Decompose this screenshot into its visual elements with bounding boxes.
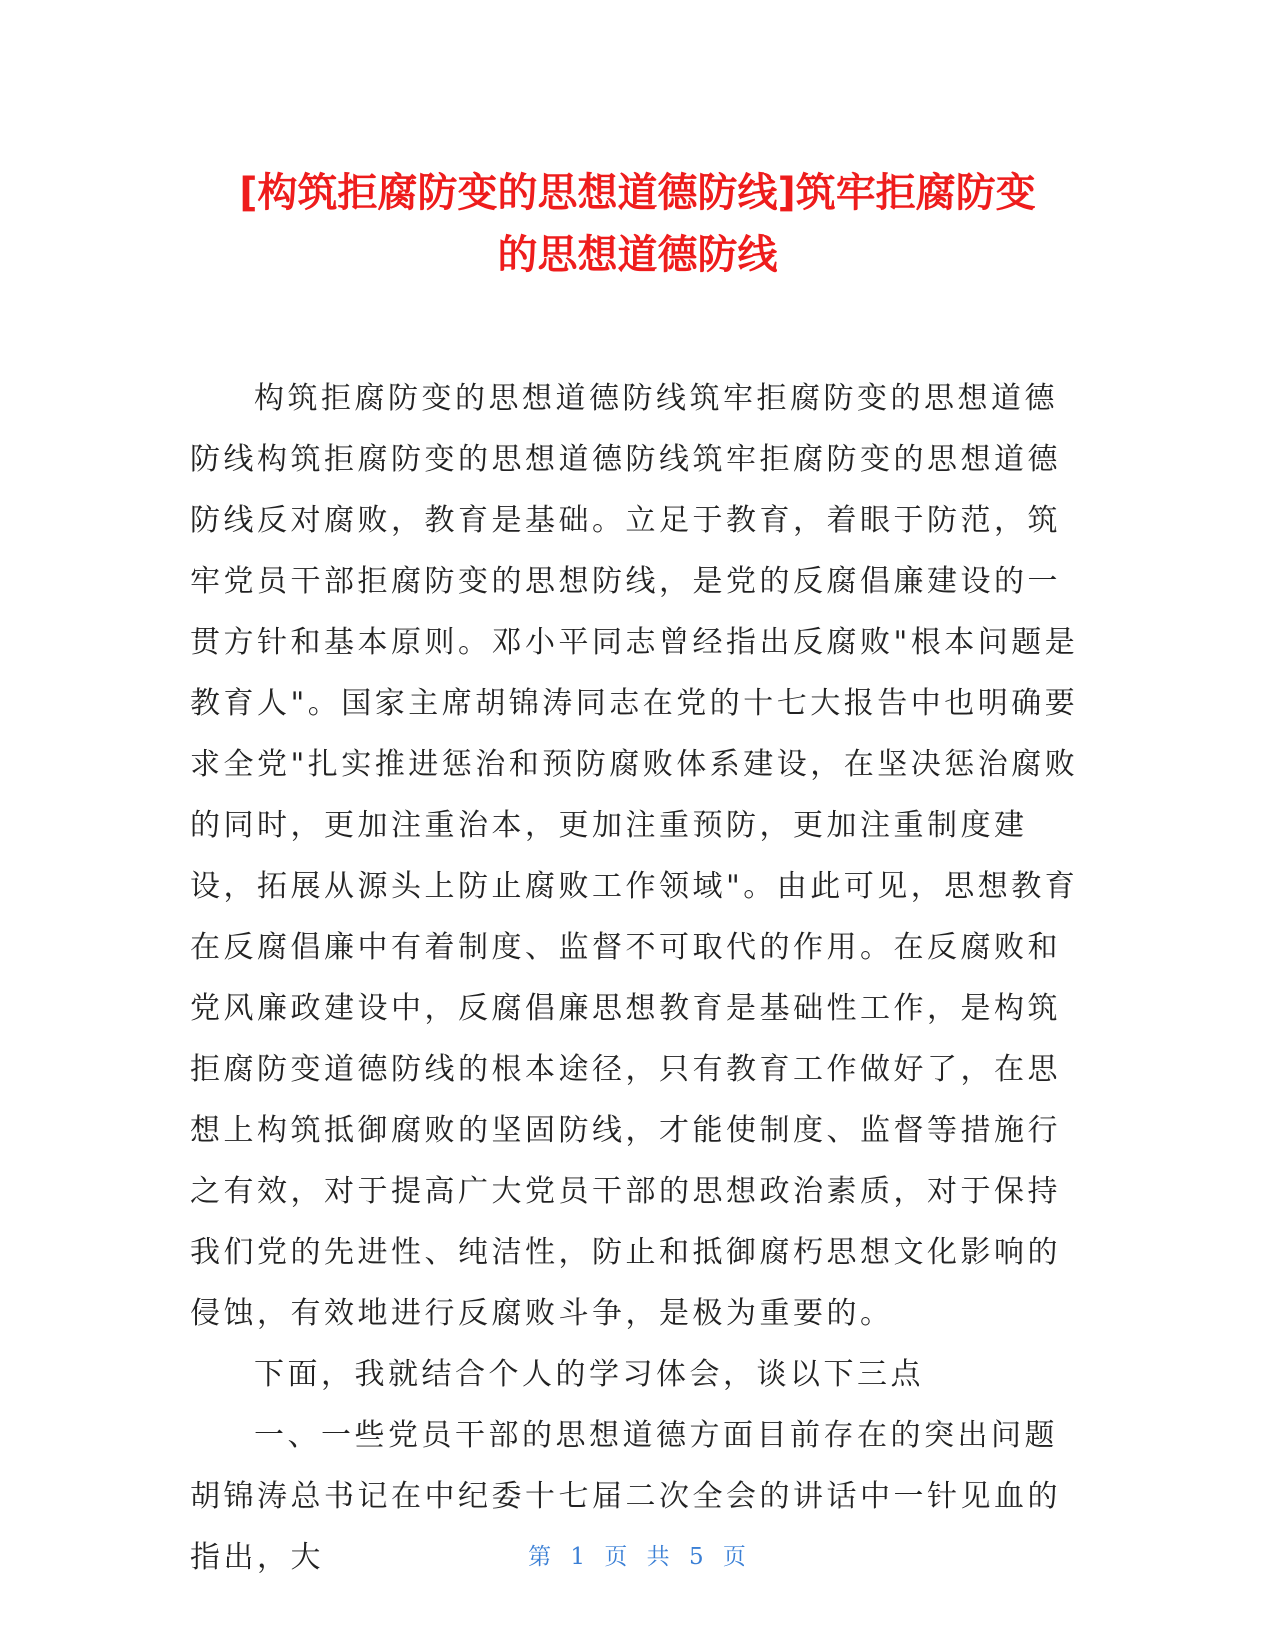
footer-label-end: 页 (722, 1544, 747, 1570)
body-paragraph: 构筑拒腐防变的思想道德防线筑牢拒腐防变的思想道德防线构筑拒腐防变的思想道德防线筑牢拒腐防变的思想道德防线反对腐败，教育是基础。立足于教育，着眼于防范，筑牢党员干部拒腐防变的思想防线，是党的反腐倡廉建设的一贯方针和基本原则。邓小平同志曾经指出反腐败"根本问题是教育人"。国家主席胡锦涛同志在党的十七大报告中也明确要求全党"扎实推进惩治和预防腐败体系建设，在坚决惩治腐败的同时，更加注重治本，更加注重预防，更加注重制度建设，拓展从源头上防止腐败工作领域"。由此可见，思想教育在反腐倡廉中有着制度、监督不可取代的作用。在反腐败和党风廉政建设中，反腐倡廉思想教育是基础性工作，是构筑拒腐防变道德防线的根本途径，只有教育工作做好了，在思想上构筑抵御腐败的坚固防线，才能使制度、监督等措施行之有效，对于提高广大党员干部的思想政治素质，对于保持我们党的先进性、纯洁性，防止和抵御腐朽思想文化影响的侵蚀，有效地进行反腐败斗争，是极为重要的。 (190, 381, 1079, 1331)
footer-page-current: 1 (570, 1544, 587, 1570)
footer-label-page: 第 (528, 1544, 553, 1570)
title-line-1: [构筑拒腐防变的思想道德防线]筑牢拒腐防变 (239, 170, 1036, 216)
body-paragraph: 下面，我就结合个人的学习体会，谈以下三点 (254, 1357, 924, 1392)
body-paragraph: 一、一些党员干部的思想道德方面目前存在的突出问题胡锦涛总书记在中纪委十七届二次全会的讲话中一针见血的指出，大 (190, 1418, 1061, 1575)
page-footer (0, 1538, 1275, 1571)
footer-label-total: 共 (646, 1544, 671, 1570)
document-title (150, 162, 1125, 286)
footer-page-total: 5 (688, 1544, 705, 1570)
footer-label-of: 页 (604, 1544, 629, 1570)
title-line-2: 的思想道德防线 (497, 232, 778, 278)
document-body (190, 368, 1080, 1588)
